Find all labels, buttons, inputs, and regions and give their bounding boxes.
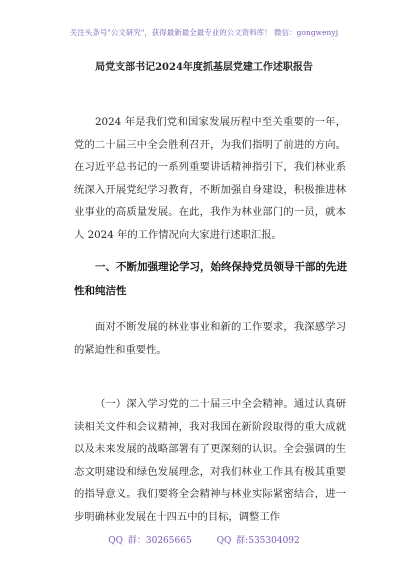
document-title: 局党支部书记2024年度抓基层党建工作述职报告 — [95, 62, 313, 73]
body-paragraph: （一）深入学习党的二十届三中全会精神。通过认真研读相关文件和会议精神，我对我国在新阶段取得的重大成就以及未来发展的战略部署有了更深刻的认识。全会强调的生态文明建设和绿色发展理念，对我们林业工作具有极其重要的指导意义。我们要将全会精神与林业实际紧密结合，进一步明确林业发展在十四五中的目标，调整工作 — [74, 398, 346, 523]
footer-qq-group-2: QQ 群:535304092 — [216, 536, 300, 546]
footer-qq-group-1: QQ 群：30265665 — [108, 536, 192, 546]
intro-paragraph: 2024 年是我们党和国家发展历程中至关重要的一年，党的二十届三中全会胜利召开，为我们指明了前进的方向。在习近平总书记的一系列重要讲话精神指引下，我们林业系统深入开展党纪学习教育，不断加强自身建设，积极推进林业事业的高质量发展。在此，我作为林业部门的一员，就本人 2024 年的工作情况向大家进行述职汇报。 — [74, 116, 346, 241]
body-paragraph: 面对不断发展的林业事业和新的工作要求，我深感学习的紧迫性和重要性。 — [74, 321, 346, 356]
header-notice: 关注头条号"公文研究"，获得最新最全最专业的公文资料库！ 微信：gongwenyj — [69, 28, 339, 37]
section-heading: 一、不断加强理论学习，始终保持党员领导干部的先进性和纯洁性 — [74, 261, 347, 297]
footer-contact — [0, 533, 408, 546]
